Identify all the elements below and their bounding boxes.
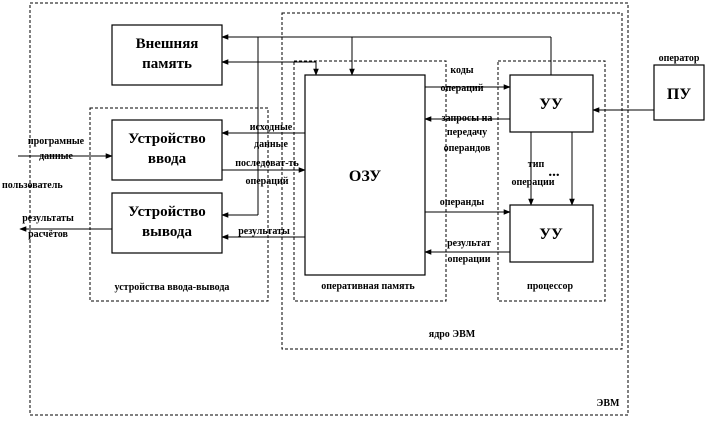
input-device-label-1: Устройство bbox=[128, 131, 206, 147]
io-group-label: устройства ввода-вывода bbox=[114, 282, 230, 293]
requests-label-2: передачу bbox=[446, 127, 488, 138]
results-calc-label-1: результаты bbox=[22, 213, 74, 224]
operator-label: оператор bbox=[658, 53, 700, 64]
evm-group-label: ЭВМ bbox=[596, 398, 620, 409]
processor-group-label: процессор bbox=[526, 281, 574, 292]
sequence-ops-label-2: операций bbox=[245, 176, 289, 187]
ozu-label: ОЗУ bbox=[348, 168, 382, 185]
ram-group-label: оперативная память bbox=[321, 281, 415, 292]
op-codes-label-2: операций bbox=[440, 83, 484, 94]
results-calc-label-2: расчётов bbox=[28, 229, 68, 240]
op-codes-label-1: коды bbox=[450, 65, 474, 76]
uu-top-label: УУ bbox=[539, 96, 563, 113]
input-device-block bbox=[112, 120, 222, 180]
requests-label-3: операндов bbox=[443, 143, 491, 154]
ellipsis-label: ... bbox=[548, 164, 560, 180]
uu-bottom-label: УУ bbox=[539, 226, 563, 243]
sequence-ops-label-1: последоват-ть bbox=[235, 158, 299, 169]
external-memory-label-2: память bbox=[142, 56, 192, 72]
core-group-label: ядро ЭВМ bbox=[428, 329, 476, 340]
ozu-block bbox=[305, 75, 425, 275]
uu-bottom-block bbox=[510, 205, 593, 262]
op-result-label-2: операции bbox=[447, 254, 491, 265]
op-type-label-2: операции bbox=[511, 177, 555, 188]
operands-label: операнды bbox=[439, 197, 485, 208]
external-memory-block bbox=[112, 25, 222, 85]
op-result-label-1: результат bbox=[447, 238, 491, 249]
op-type-label-1: тип bbox=[527, 159, 545, 170]
output-device-label-1: Устройство bbox=[128, 204, 206, 220]
programs-data-label-1: програмные bbox=[27, 136, 85, 147]
pu-label: ПУ bbox=[666, 86, 692, 103]
external-memory-label-1: Внешняя bbox=[135, 36, 199, 52]
requests-label-1: запросы на bbox=[441, 113, 493, 124]
results-label: результаты bbox=[238, 226, 290, 237]
source-data-label-2: данные bbox=[254, 139, 288, 150]
user-label: пользователь bbox=[2, 180, 63, 191]
input-device-label-2: ввода bbox=[147, 151, 187, 167]
uu-top-block bbox=[510, 75, 593, 132]
programs-data-label-2: данные bbox=[39, 151, 73, 162]
pu-block bbox=[654, 65, 704, 120]
source-data-label-1: исходные bbox=[249, 122, 293, 133]
output-device-block bbox=[112, 193, 222, 253]
output-device-label-2: вывода bbox=[142, 224, 192, 240]
